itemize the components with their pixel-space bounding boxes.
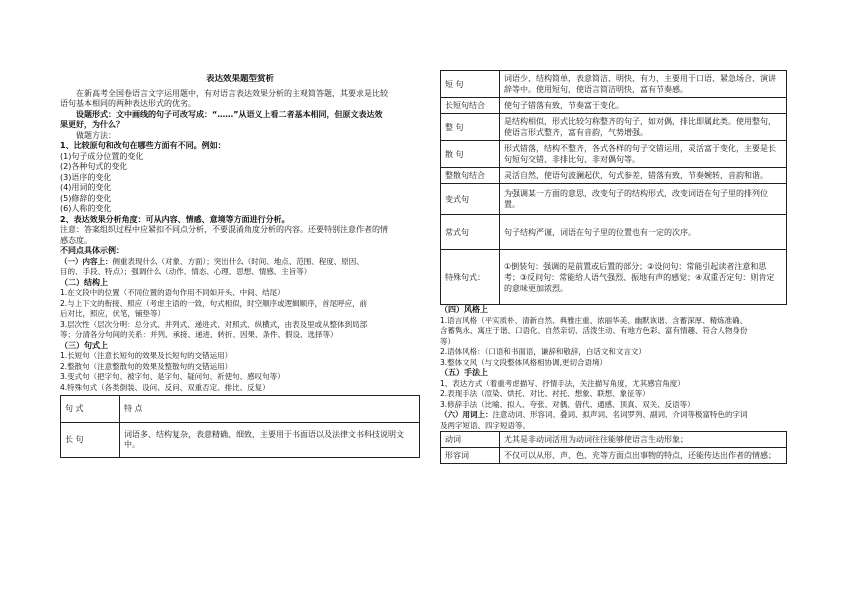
content-line: 2.语体风格：（口语和书面语，谦辞和敬辞，白话文和文言文）: [440, 347, 646, 356]
subheading: （五）手法上: [440, 368, 488, 377]
list-item: (1)句子成分位置的变化: [60, 151, 144, 161]
content-line: 1.语言风格（平实质朴、清新自然、典雅庄重、浓丽华美、幽默诙谐、含蓄深厚、精炼准确、: [440, 315, 748, 325]
content-line: 4.特殊句式（各类倒装、设问、反问、双重否定、排比、反复）: [60, 382, 270, 392]
table-header: 句 式: [61, 396, 120, 423]
content-line: 等）: [440, 336, 455, 346]
table-row: [441, 432, 787, 448]
table-row: [441, 250, 787, 305]
list-item: (5)修辞的变化: [60, 193, 112, 203]
table-row: [441, 168, 787, 184]
content-line: [60, 257, 420, 268]
content-line: 后对比，照应，伏笔，铺垫等）: [60, 309, 165, 318]
content-line: 目的、手段、特点）；强调什么（动作、情态、心理、思想、情感、主旨等）: [60, 267, 312, 276]
question-form: 果更好，为什么？: [60, 120, 124, 129]
row-label: 长 句: [61, 423, 120, 458]
content-text: 侧重表现什么（对象、方面）；突出什么（时间、地点、范围、程度、原因、: [112, 256, 364, 266]
intro-line: 语句基本相同的两种表达形式的优劣。: [60, 99, 196, 108]
content-line: 3.层次性（层次分明：总分式、并列式、递进式、对照式、纵横式，由表及里或从整体到局部: [60, 319, 368, 329]
content-text: 注意动词、形容词、叠词、拟声词、名词罗列、副词、介词等极富特色的字词: [492, 410, 748, 419]
row-text: 句子结构严谨，词语在句子里的位置也有一定的次序。: [500, 215, 787, 250]
row-text: 为强调某一方面的意思，改变句子的结构形式，改变词语在句子里的排列位置。: [500, 184, 787, 215]
subheading: （一）内容上：: [60, 256, 113, 266]
table-header-row: [61, 396, 420, 423]
row-label: 动词: [441, 432, 500, 448]
content-line: 1、表达方式（着重考虑描写、抒情手法，关注描写角度，尤其感官角度）: [440, 378, 685, 388]
examples-heading: 不同点具体示例：: [60, 246, 124, 255]
left-column: [60, 74, 420, 458]
content-line: 等；分清各分句间的关系：并列、承接、递进、转折、因果、条件、假设、选择等）: [60, 330, 338, 339]
row-label: 整 句: [441, 114, 500, 141]
section-heading: 1、比较原句和改句在哪些方面有不同。例如：: [60, 141, 226, 150]
table-row: [441, 141, 787, 168]
sentence-type-table: [60, 395, 420, 458]
sentence-type-table-continued: [440, 70, 787, 305]
content-line: 1.在文段中的位置（不同位置的语句作用不同如开头、中间、结尾）: [60, 288, 285, 297]
row-text: 使句子错落有致，节奏富于变化。: [500, 98, 787, 114]
subheading: （六）用词上：: [440, 410, 493, 419]
table-row: [441, 71, 787, 98]
subheading: （二）结构上: [60, 277, 108, 287]
row-label: 变式句: [441, 184, 500, 215]
content-line: [440, 410, 787, 421]
content-line: 1.长短句（注意长短句的效果及长短句的交错运用）: [60, 351, 233, 360]
table-row: [441, 215, 787, 250]
row-label: 长短句结合: [441, 98, 500, 114]
table-header: 特 点: [120, 396, 420, 423]
list-item: (2)各种句式的变化: [60, 162, 128, 171]
method-label: 做题方法：: [76, 130, 116, 140]
content-line: 及两字短语、四字短语等。: [440, 420, 530, 430]
question-form: 设题形式：文中画线的句子可改写成：“……”从语义上看二者基本相同，但原文表达效: [76, 109, 383, 119]
content-line: 2.表现手法（渲染、烘托、对比、衬托、想象、联想、象征等）: [440, 389, 650, 398]
row-label: 常式句: [441, 215, 500, 250]
row-label: 短 句: [441, 71, 500, 98]
list-item: (4)用词的变化: [60, 183, 112, 192]
row-text: 不仅可以从形、声、色、充等方面点出事物的特点，还能传达出作者的情感；: [500, 448, 787, 464]
content-line: 3.整体文风（与文段整体风格相协调,更切合语境）: [440, 357, 608, 367]
subheading: （三）句式上: [60, 340, 108, 350]
content-line: 3.修辞手法（比喻、拟人、夸张、对偶、借代、通感、顶真、双关、反语等）: [440, 399, 695, 409]
content-line: 2.整散句（注意整散句的效果及整散句的交错运用）: [60, 361, 233, 371]
row-label: 形容词: [441, 448, 500, 464]
list-item: (3)语序的变化: [60, 172, 112, 182]
content-line: 3.变式句（把字句、被字句、是字句、疑问句、祈使句、感叹句等）: [60, 372, 285, 381]
row-text: 是结构相似，形式比较匀称整齐的句子，如对偶，排比即属此类。使用整句，使语言形式整齐，富有音韵，气势增强。: [500, 114, 787, 141]
table-row: [61, 423, 420, 458]
content-line: 含蓄隽永、寓庄于谐、口语化、自然亲切、活泼生动、有地方色彩、富有情趣、符合人物身份: [440, 326, 748, 335]
row-label: 整散句结合: [441, 168, 500, 184]
table-row: [441, 98, 787, 114]
page-title: 表达效果题型赏析: [205, 74, 274, 84]
row-label: 散 句: [441, 141, 500, 168]
section-heading: 2、表达效果分析角度：可从内容、情感、意境等方面进行分析。: [60, 214, 290, 224]
word-type-table: [440, 431, 787, 464]
row-text: 灵活自然，使语句波澜起伏，句式参差，错落有致，节奏婉转，音韵和谐。: [500, 168, 787, 184]
row-label: 特殊句式：: [441, 250, 500, 305]
subheading: （四）风格上: [440, 305, 488, 314]
row-text: 形式错落，结构不整齐，各式各样的句子交错运用，灵活富于变化，主要是长句短句交错、非排比句、非对偶句等。: [500, 141, 787, 168]
row-text: ①倒装句：强调的是前置或后置的部分；②设问句：常能引起读者注意和思考；③反问句：常能给人语气强烈、振地有声的感觉；④双重否定句：则肯定的意味更加浓烈。: [500, 250, 787, 305]
row-text: 词语少、结构简单，表意简洁、明快、有力，主要用于口语、紧急场合、演讲辞等中。使用短句，使语言简洁明快，富有节奏感。: [500, 71, 787, 98]
table-row: [441, 184, 787, 215]
list-item: (6)人称的变化: [60, 204, 112, 213]
note-line: 注意：答案组织过程中应紧扣不同点分析，不要混淆角度分析的内容。还要特别注意作者的情: [60, 225, 388, 234]
content-line: 2.与上下文的衔接、照应（考虑主语的一致，句式相似，时空顺序或逻辑顺序，首尾呼应，前: [60, 298, 368, 308]
intro-line: 在新高考全国卷语言文字运用题中，有对语言表达效果分析的主观简答题，其要求是比较: [76, 88, 388, 98]
table-row: [441, 114, 787, 141]
table-row: [441, 448, 787, 464]
row-text: 词语多、结构复杂，表意精确、细致，主要用于书面语以及法律文书科技说明文中。: [120, 423, 420, 458]
note-line: 感态度。: [60, 235, 92, 245]
right-column: [440, 70, 787, 464]
row-text: 尤其是非动词活用为动词往往能够使语言生动形象；: [500, 432, 787, 448]
